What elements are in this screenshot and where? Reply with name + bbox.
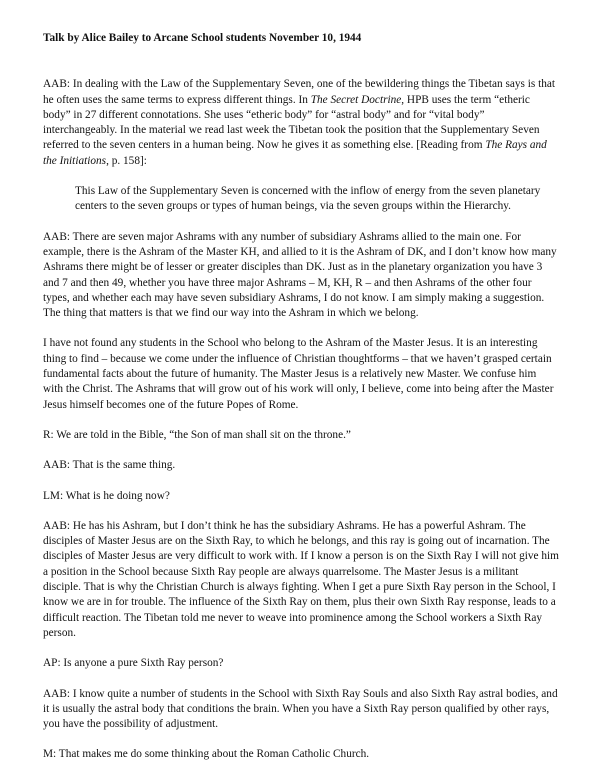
- paragraph: [43, 747, 559, 762]
- paragraph-text: , p. 158]:: [106, 154, 147, 167]
- italic-title: The Secret Doctrine: [310, 93, 402, 106]
- italic-title: The Rays and the Initiations: [43, 139, 547, 167]
- paragraph-text: , HPB uses the term “etheric body” in 27 different connotations. She uses “etheric body” for “astral body” and for “vital body” interchangeably. In the material we read last week the Tibetan took the position that the Supplementary Seven referred to the seven centers in a human being. Now he gives it as something else. [Reading from: [43, 93, 540, 152]
- document-title: Talk by Alice Bailey to Arcane School students November 10, 1944: [43, 32, 362, 44]
- paragraph-text: M: That makes me do some thinking about the Roman Catholic Church.: [43, 748, 370, 761]
- paragraph: [43, 489, 559, 504]
- paragraph: [43, 230, 559, 322]
- paragraph-text: AAB: He has his Ashram, but I don’t think he has the subsidiary Ashrams. He has a powerful Ashram. The disciples of Master Jesus are on the Sixth Ray, to which he belongs, and this ray is going out of incarnation. The disciples of Master Jesus are very difficult to work with. If I know a person is on the Sixth Ray I will not give him a position in the School because Sixth Ray people are always quarrelsome. The Master Jesus is a militant disciple. That is why the Christian Church is always fighting. When I get a pure Sixth Ray person in the School, I know we are in for trouble. The influence of the Sixth Ray on them, plus their own Sixth Ray response, leads to a difficult reaction. The Tibetan told me never to weave into prominence among the School workers a Sixth Ray person.: [43, 519, 559, 639]
- paragraph-text: LM: What is he doing now?: [43, 489, 170, 502]
- paragraph: [43, 458, 559, 473]
- paragraph-text: AP: Is anyone a pure Sixth Ray person?: [43, 657, 224, 670]
- paragraph-text: AAB: In dealing with the Law of the Supplementary Seven, one of the bewildering things the Tibetan says is that he often uses the same terms to express different things. In: [43, 78, 556, 106]
- paragraph: [43, 336, 559, 412]
- paragraph-text: R: We are told in the Bible, “the Son of man shall sit on the throne.”: [43, 428, 351, 441]
- paragraph: [43, 656, 559, 671]
- block-quote: [43, 184, 559, 215]
- paragraph-text: This Law of the Supplementary Seven is concerned with the inflow of energy from the seven planetary centers to the seven groups or types of human beings, via the seven groups within the Hierarchy.: [75, 185, 541, 213]
- paragraph-text: AAB: That is the same thing.: [43, 459, 176, 472]
- document-body: [43, 77, 559, 762]
- paragraph: [43, 77, 559, 169]
- paragraph-text: AAB: There are seven major Ashrams with any number of subsidiary Ashrams allied to the main one. For example, there is the Ashram of the Master KH, and allied to it is the Ashram of DK, and I don’t know how many Ashrams there might be of lesser or greater disciples than DK. Just as in the planetary organization you have 3 and 7 and then 49, whether you have three major Ashrams – M, KH, R – and then Ashrams of the other four types, and whether each may have seven subsidiary Ashrams, I do not know. I am simply making a suggestion. The thing that matters is that we find our way into the Ashram in which we belong.: [43, 230, 557, 320]
- paragraph: [43, 428, 559, 443]
- paragraph: [43, 687, 559, 733]
- paragraph-text: AAB: I know quite a number of students in the School with Sixth Ray Souls and also Sixth Ray astral bodies, and it is usually the astral body that conditions the brain. When you have a Sixth Ray person qualified by other rays, you have the possibility of adjustment.: [43, 687, 558, 731]
- paragraph: [43, 519, 559, 641]
- paragraph-text: I have not found any students in the School who belong to the Ashram of the Master Jesus. It is an interesting thing to find – because we come under the influence of Christian thoughtforms – that we haven’t grasped certain fundamental facts about the future of humanity. The Master Jesus is a relatively new Master. We confuse him with the Christ. The Ashrams that will grow out of his work will only, I believe, come into being after the Master Jesus himself becomes one of the future Popes of Rome.: [43, 337, 554, 411]
